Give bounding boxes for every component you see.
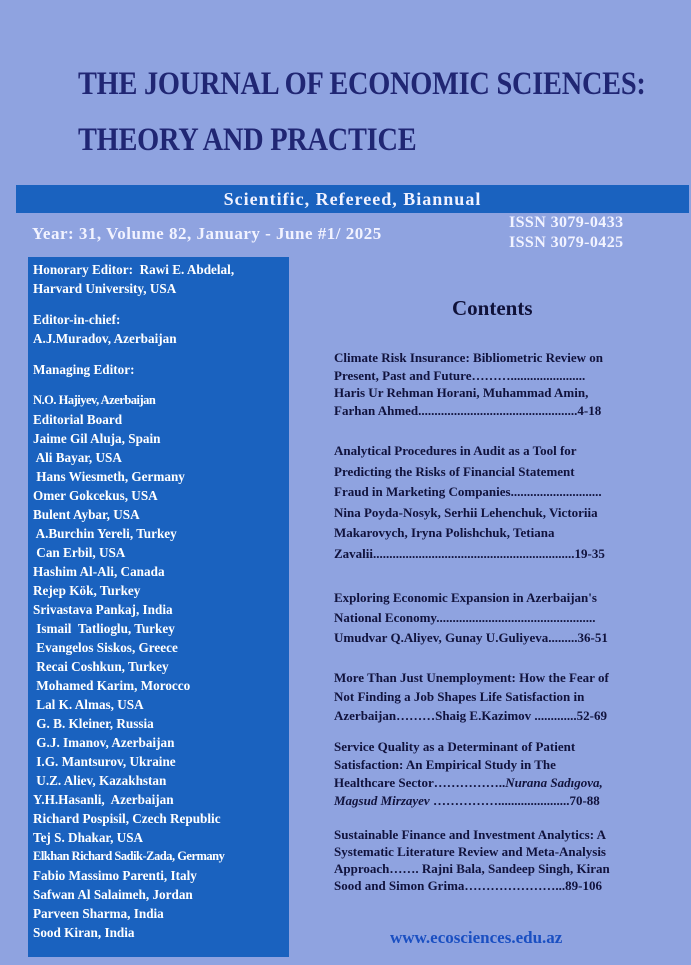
toc-line: Zavalii..............................................................19-35: [334, 545, 605, 561]
toc-line: Service Quality as a Determinant of Patient: [334, 739, 576, 754]
toc-line: Not Finding a Job Shapes Life Satisfaction in: [334, 689, 585, 704]
toc-line: More Than Just Unemployment: How the Fear of: [334, 670, 609, 685]
toc-line: Fraud in Marketing Companies............................: [334, 484, 602, 499]
contents-heading: Contents: [452, 296, 533, 320]
board-member: Fabio Massimo Parenti, Italy: [33, 868, 197, 883]
toc-line: Azerbaijan………Shaig E.Kazimov .............52-69: [334, 708, 607, 723]
toc-authors: Magsud Mirzayev: [334, 793, 430, 808]
toc-pages: ……………......................70-88: [429, 793, 600, 808]
toc-line: Approach……. Rajni Bala, Sandeep Singh, Kiran: [334, 861, 610, 876]
toc-line: Predicting the Risks of Financial Statement: [334, 463, 575, 479]
board-member: Omer Gokcekus, USA: [33, 488, 158, 503]
board-member: Richard Pospisil, Czech Republic: [33, 811, 221, 826]
toc-title-part: Healthcare Sector……………..: [334, 775, 506, 790]
toc-authors: Nurana Sadıgova,: [505, 775, 603, 790]
toc-line: Exploring Economic Expansion in Azerbaijan's: [334, 590, 597, 605]
toc-entry: [334, 738, 664, 810]
board-member: Bulent Aybar, USA: [33, 507, 140, 522]
toc-line: Sustainable Finance and Investment Analytics: A: [334, 827, 606, 842]
board-member: U.Z. Aliev, Kazakhstan: [33, 773, 167, 788]
journal-title-line-2: THEORY AND PRACTICE: [78, 122, 417, 158]
board-member: Y.H.Hasanli, Azerbaijan: [33, 792, 174, 807]
board-member: Lal K. Almas, USA: [33, 697, 144, 712]
toc-entry: [334, 826, 664, 894]
toc-line: [334, 774, 664, 792]
board-member: Rejep Kök, Turkey: [33, 583, 141, 598]
board-member: A.Burchin Yereli, Turkey: [33, 526, 177, 541]
toc-line: Climate Risk Insurance: Bibliometric Review on: [334, 350, 604, 365]
board-member: Tej S. Dhakar, USA: [33, 830, 144, 845]
board-member: Sood Kiran, India: [33, 925, 135, 940]
toc-line: Haris Ur Rehman Horani, Muhammad Amin,: [334, 385, 589, 400]
toc-line: Farhan Ahmed.................................................4-18: [334, 402, 602, 418]
issn-print: ISSN 3079-0433: [509, 214, 624, 231]
honorary-editor-affiliation: Harvard University, USA: [33, 281, 177, 296]
toc-line: Analytical Procedures in Audit as a Tool for: [334, 443, 577, 458]
toc-line: [334, 792, 664, 810]
board-member: Hashim Al-Ali, Canada: [33, 564, 165, 579]
toc-line: Systematic Literature Review and Meta-Analysis: [334, 844, 606, 859]
board-member: Elkhan Richard Sadik-Zada, Germany: [33, 849, 225, 863]
toc-entry: [334, 588, 664, 648]
board-member: Mohamed Karim, Morocco: [33, 678, 191, 693]
toc-line: Satisfaction: An Empirical Study in The: [334, 757, 556, 772]
toc-line: Sood and Simon Grima…………………...89-106: [334, 878, 602, 893]
toc-entry: [334, 668, 664, 725]
toc-line: National Economy.................................................: [334, 610, 596, 625]
journal-type-banner: Scientific, Refereed, Biannual: [16, 185, 689, 213]
toc-line: Present, Past and Future……….......................: [334, 367, 586, 383]
editorial-board-panel: [28, 257, 289, 957]
toc-entry: [334, 441, 664, 564]
toc-entry: [334, 349, 664, 419]
board-member: Hans Wiesmeth, Germany: [33, 469, 185, 484]
board-member: Jaime Gil Aluja, Spain: [33, 431, 161, 446]
editor-in-chief-name: A.J.Muradov, Azerbaijan: [33, 331, 177, 346]
board-member: G. B. Kleiner, Russia: [33, 716, 154, 731]
board-member: Parveen Sharma, India: [33, 906, 164, 921]
issue-info: Year: 31, Volume 82, January - June #1/ 2025: [32, 224, 382, 243]
board-member: Recai Coshkun, Turkey: [33, 659, 169, 674]
journal-title-line-1: THE JOURNAL OF ECONOMIC SCIENCES:: [78, 66, 646, 102]
issn-online: ISSN 3079-0425: [509, 234, 624, 251]
board-member: Srivastava Pankaj, India: [33, 602, 173, 617]
toc-line: Nina Poyda-Nosyk, Serhii Lehenchuk, Victoriia: [334, 504, 598, 520]
board-member: Safwan Al Salaimeh, Jordan: [33, 887, 193, 902]
board-member: Ismail Tatlioglu, Turkey: [33, 621, 175, 636]
editor-in-chief-label: Editor-in-chief:: [33, 312, 121, 327]
toc-line: Umudvar Q.Aliyev, Gunay U.Guliyeva.........36-51: [334, 630, 608, 645]
honorary-editor: Honorary Editor: Rawi E. Abdelal,: [33, 262, 235, 277]
toc-line: Makarovych, Iryna Polishchuk, Tetiana: [334, 525, 555, 540]
managing-editor-label: Managing Editor:: [33, 362, 135, 377]
board-member: I.G. Mantsurov, Ukraine: [33, 754, 176, 769]
board-member: G.J. Imanov, Azerbaijan: [33, 735, 175, 750]
editorial-board-label: Editorial Board: [33, 412, 123, 427]
managing-editor-name: N.O. Hajiyev, Azerbaijan: [33, 393, 156, 407]
board-member: Ali Bayar, USA: [33, 450, 122, 465]
board-member: Can Erbil, USA: [33, 545, 126, 560]
website-link[interactable]: www.ecosciences.edu.az: [390, 928, 563, 947]
board-member: Evangelos Siskos, Greece: [33, 640, 178, 655]
